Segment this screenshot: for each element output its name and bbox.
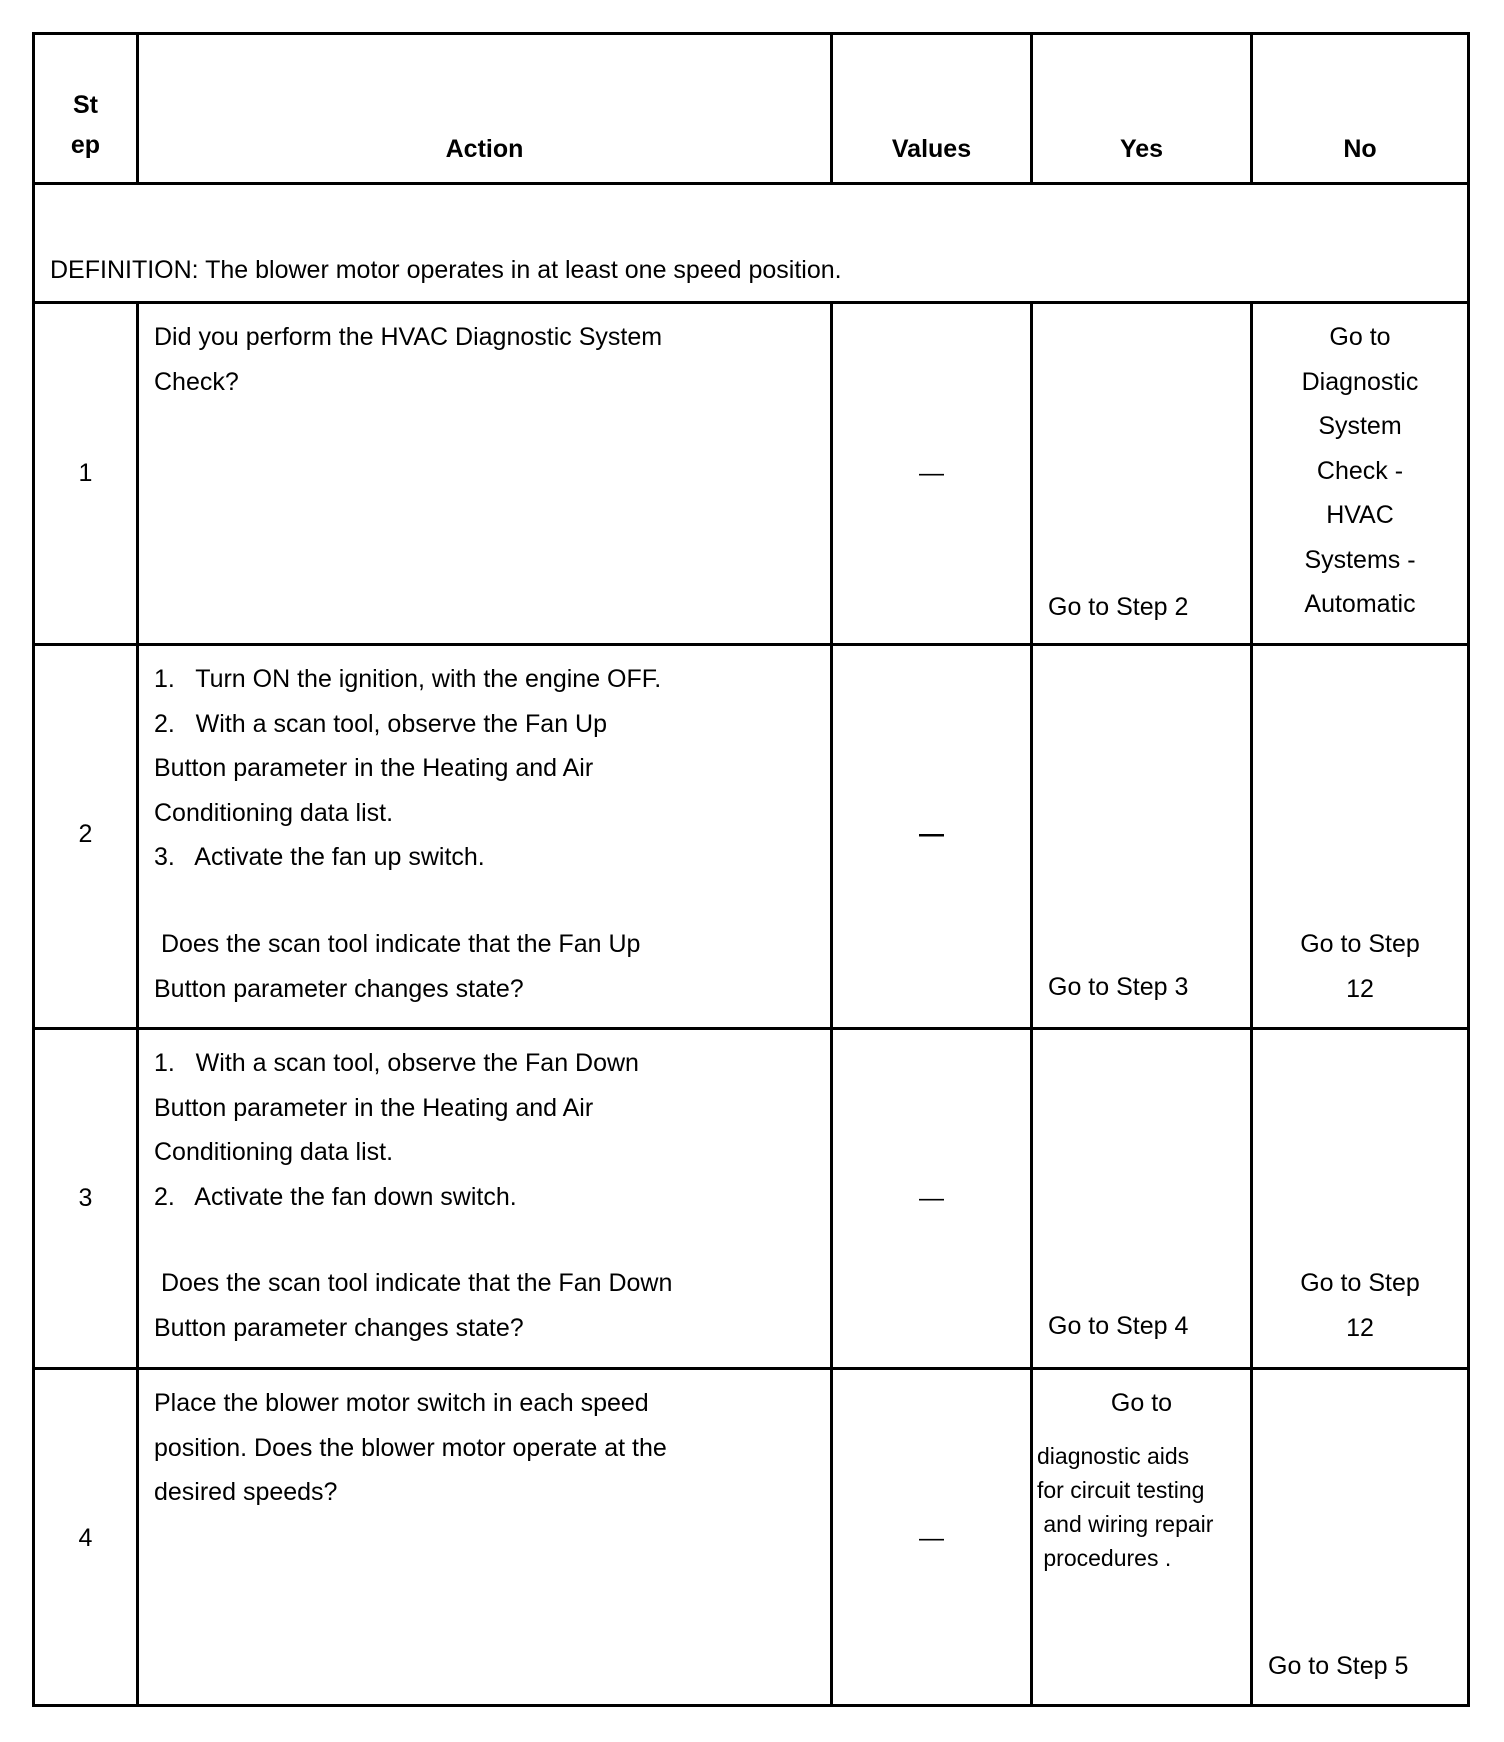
- row2-action-line: Conditioning data list.: [154, 798, 394, 827]
- row2-question-line: Button parameter changes state?: [154, 974, 524, 1003]
- row2-action-line: 3. Activate the fan up switch.: [154, 843, 485, 871]
- header-values-cell: [830, 32, 1030, 182]
- row1-no-line: Automatic: [1304, 590, 1416, 618]
- row3-question-line: Does the scan tool indicate that the Fan Down: [154, 1269, 673, 1297]
- header-action-cell: [136, 32, 830, 182]
- row4-step-cell: [32, 1367, 136, 1707]
- row4-yes-line: for circuit testing: [1037, 1477, 1205, 1503]
- header-step-cell: [32, 32, 136, 182]
- row4-value-cell: [830, 1367, 1030, 1707]
- row1-value: —: [919, 459, 944, 487]
- row1-no-line: Go to: [1329, 323, 1391, 351]
- row3-action-line: 2. Activate the fan down switch.: [154, 1182, 517, 1211]
- row4-value: —: [919, 1524, 944, 1552]
- row3-action-line: 1. With a scan tool, observe the Fan Down: [154, 1049, 639, 1077]
- row1-no-cell: [1250, 301, 1470, 643]
- row2-yes: Go to Step 3: [1048, 973, 1189, 1001]
- row1-no-line: System: [1318, 412, 1402, 440]
- row3-no-line: Go to Step: [1300, 1269, 1420, 1297]
- row1-no-line: Diagnostic: [1301, 367, 1419, 396]
- row2-action-cell: [136, 643, 830, 1027]
- definition-text: DEFINITION: The blower motor operates in at least one speed position.: [50, 256, 842, 284]
- row4-action-line: Place the blower motor switch in each speed: [154, 1389, 649, 1417]
- row1-yes-cell: [1030, 301, 1250, 643]
- row4-yes-line: procedures .: [1037, 1545, 1172, 1571]
- row4-yes-line: and wiring repair: [1037, 1511, 1214, 1537]
- row3-step-cell: [32, 1027, 136, 1367]
- header-yes-cell: [1030, 32, 1250, 182]
- row4-yes-cell: [1030, 1367, 1250, 1707]
- row2-yes-cell: [1030, 643, 1250, 1027]
- row1-no-line: HVAC: [1326, 501, 1394, 529]
- row2-value: —: [919, 820, 944, 848]
- row1-action-cell: [136, 301, 830, 643]
- row3-yes-cell: [1030, 1027, 1250, 1367]
- row1-action-line: Check?: [154, 367, 239, 396]
- row1-step: 1: [78, 459, 93, 487]
- header-values: Values: [891, 135, 972, 163]
- row4-step: 4: [78, 1524, 93, 1552]
- header-no-cell: [1250, 32, 1470, 182]
- row3-action-line: Conditioning data list.: [154, 1138, 394, 1166]
- row2-no-cell: [1250, 643, 1470, 1027]
- header-step-line1: St: [73, 91, 98, 119]
- row4-action-cell: [136, 1367, 830, 1707]
- row2-step-cell: [32, 643, 136, 1027]
- row2-no-line: 12: [1346, 974, 1374, 1003]
- row3-action-line: Button parameter in the Heating and Air: [154, 1093, 594, 1122]
- row2-no-line: Go to Step: [1300, 930, 1420, 958]
- row2-action-line: 2. With a scan tool, observe the Fan Up: [154, 709, 608, 738]
- definition-cell: [32, 182, 1470, 301]
- row2-action-line: 1. Turn ON the ignition, with the engine OFF.: [154, 665, 662, 693]
- row2-question-line: Does the scan tool indicate that the Fan Up: [154, 930, 641, 958]
- row4-action-line: desired speeds?: [154, 1478, 338, 1506]
- row2-action-line: Button parameter in the Heating and Air: [154, 754, 594, 782]
- row4-no: Go to Step 5: [1268, 1652, 1409, 1680]
- row3-value-cell: [830, 1027, 1030, 1367]
- row1-yes: Go to Step 2: [1048, 593, 1189, 621]
- row1-action-line: Did you perform the HVAC Diagnostic System: [154, 323, 663, 351]
- header-yes: Yes: [1119, 135, 1164, 163]
- row3-value: —: [919, 1184, 944, 1212]
- header-step-line2: ep: [70, 131, 101, 159]
- row2-value-cell: [830, 643, 1030, 1027]
- row3-question-line: Button parameter changes state?: [154, 1313, 524, 1342]
- header-action: Action: [445, 135, 524, 163]
- row1-no-line: Systems -: [1304, 545, 1416, 574]
- row4-yes-title: Go to: [1110, 1389, 1173, 1417]
- row3-step: 3: [78, 1184, 93, 1212]
- row3-action-cell: [136, 1027, 830, 1367]
- diagnostic-table: [32, 32, 1470, 1707]
- row3-no-cell: [1250, 1027, 1470, 1367]
- row2-step: 2: [78, 820, 93, 848]
- row1-step-cell: [32, 301, 136, 643]
- row4-yes-line: diagnostic aids: [1037, 1443, 1190, 1469]
- row1-no-line: Check -: [1316, 456, 1404, 485]
- row3-yes: Go to Step 4: [1048, 1312, 1189, 1340]
- row1-value-cell: [830, 301, 1030, 643]
- row4-no-cell: [1250, 1367, 1470, 1707]
- header-no: No: [1343, 135, 1377, 163]
- row4-action-line: position. Does the blower motor operate at the: [154, 1433, 667, 1462]
- row3-no-line: 12: [1346, 1313, 1374, 1342]
